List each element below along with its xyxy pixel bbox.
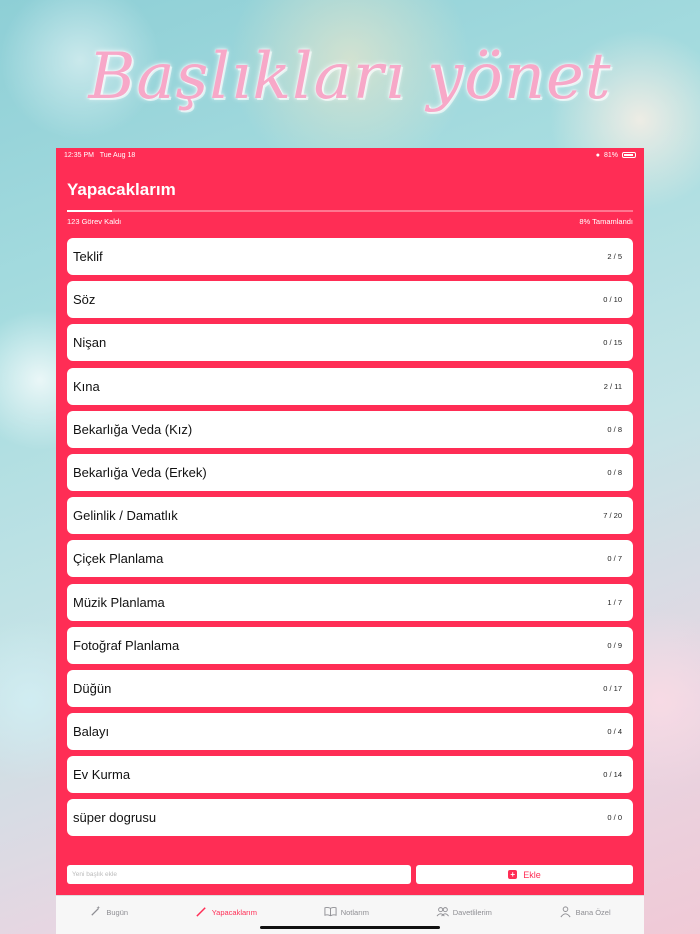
person-icon — [559, 905, 572, 920]
list-item[interactable] — [67, 627, 633, 664]
status-left — [64, 152, 135, 159]
home-indicator — [260, 926, 440, 929]
tab-bugun[interactable] — [89, 905, 128, 920]
list-item-title: Müzik Planlama — [73, 594, 165, 610]
tab-label: Yapacaklarım — [211, 908, 258, 917]
list-item-title: Nişan — [73, 335, 107, 351]
tab-bana-ozel[interactable] — [559, 905, 611, 920]
tab-davetlilerim[interactable] — [436, 905, 492, 920]
list-item-title: Çiçek Planlama — [73, 551, 164, 567]
tab-notlarim[interactable] — [324, 905, 369, 920]
list-item-count: 0 / 7 — [607, 554, 622, 564]
list-item[interactable] — [67, 368, 633, 405]
list-item-title: Bekarlığa Veda (Erkek) — [73, 464, 207, 480]
list-item-title: Gelinlik / Damatlık — [73, 508, 178, 524]
list-item-title: Ev Kurma — [73, 767, 131, 783]
list-item-count: 0 / 15 — [603, 338, 622, 348]
list-item-title: Söz — [73, 292, 96, 308]
list-item-count: 0 / 10 — [603, 295, 622, 305]
list-item-count: 7 / 20 — [603, 511, 622, 521]
tab-label: Davetlilerim — [452, 908, 492, 917]
list-item[interactable] — [67, 713, 633, 750]
list-item[interactable] — [67, 540, 633, 577]
progress-bar — [67, 210, 633, 212]
page-title: Yapacaklarım — [67, 180, 176, 199]
list-item-count: 1 / 7 — [607, 597, 622, 607]
list-item-title: Düğün — [73, 680, 112, 696]
list-item-title: Kına — [73, 378, 100, 394]
battery-percent: 81% — [603, 151, 618, 159]
list-item-title: Fotoğraf Planlama — [73, 637, 180, 653]
progress-labels — [67, 217, 633, 226]
list-item-count: 0 / 8 — [607, 467, 622, 477]
list-item-title: Balayı — [73, 724, 110, 740]
book-icon — [324, 905, 337, 920]
list-item-count: 0 / 14 — [603, 770, 622, 780]
remaining-tasks: 123 Görev Kaldı — [67, 217, 122, 226]
list-item[interactable] — [67, 281, 633, 318]
status-right — [596, 152, 636, 159]
list-item[interactable] — [67, 497, 633, 534]
list-item-title: Bekarlığa Veda (Kız) — [73, 421, 193, 437]
list-item[interactable] — [67, 238, 633, 275]
plus-icon: + — [508, 870, 517, 879]
battery-icon — [622, 152, 636, 158]
list-item[interactable] — [67, 411, 633, 448]
pencil-icon — [195, 905, 208, 920]
status-date: Tue Aug 18 — [99, 151, 136, 159]
list-item[interactable] — [67, 324, 633, 361]
list-item-count: 0 / 8 — [607, 424, 622, 434]
list-item-count: 0 / 0 — [607, 813, 622, 823]
list-item-count: 2 / 5 — [607, 252, 622, 261]
magic-wand-icon — [89, 905, 102, 920]
progress-fill — [67, 210, 112, 212]
add-heading-bar — [67, 865, 633, 884]
list-item[interactable] — [67, 454, 633, 491]
list-item-title: Teklif — [73, 249, 103, 264]
status-time: 12:35 PM — [64, 151, 94, 159]
list-item-count: 0 / 9 — [607, 640, 622, 650]
list-item-title: süper dogrusu — [73, 810, 157, 826]
list-item[interactable] — [67, 584, 633, 621]
tab-yapacaklarim[interactable] — [195, 905, 257, 920]
status-bar — [56, 148, 644, 162]
list-item-count: 2 / 11 — [603, 381, 622, 391]
list-item-count: 0 / 4 — [607, 727, 622, 737]
tab-label: Bana Özel — [575, 908, 611, 917]
tab-label: Notlarım — [340, 908, 370, 917]
list-item[interactable] — [67, 670, 633, 707]
ipad-app-screen — [56, 148, 644, 934]
add-button[interactable] — [416, 865, 633, 884]
new-heading-input[interactable] — [67, 865, 411, 884]
list-item[interactable] — [67, 799, 633, 836]
list-item[interactable] — [67, 756, 633, 793]
completed-percent: 8% Tamamlandı — [579, 217, 633, 226]
hero-title: Başlıkları yönet — [88, 40, 612, 114]
add-button-label: Ekle — [523, 869, 541, 880]
tab-label: Bugün — [106, 908, 129, 917]
wifi-icon: ● — [595, 151, 600, 159]
people-icon — [436, 905, 449, 920]
heading-list — [67, 238, 633, 843]
list-item-count: 0 / 17 — [603, 683, 622, 693]
